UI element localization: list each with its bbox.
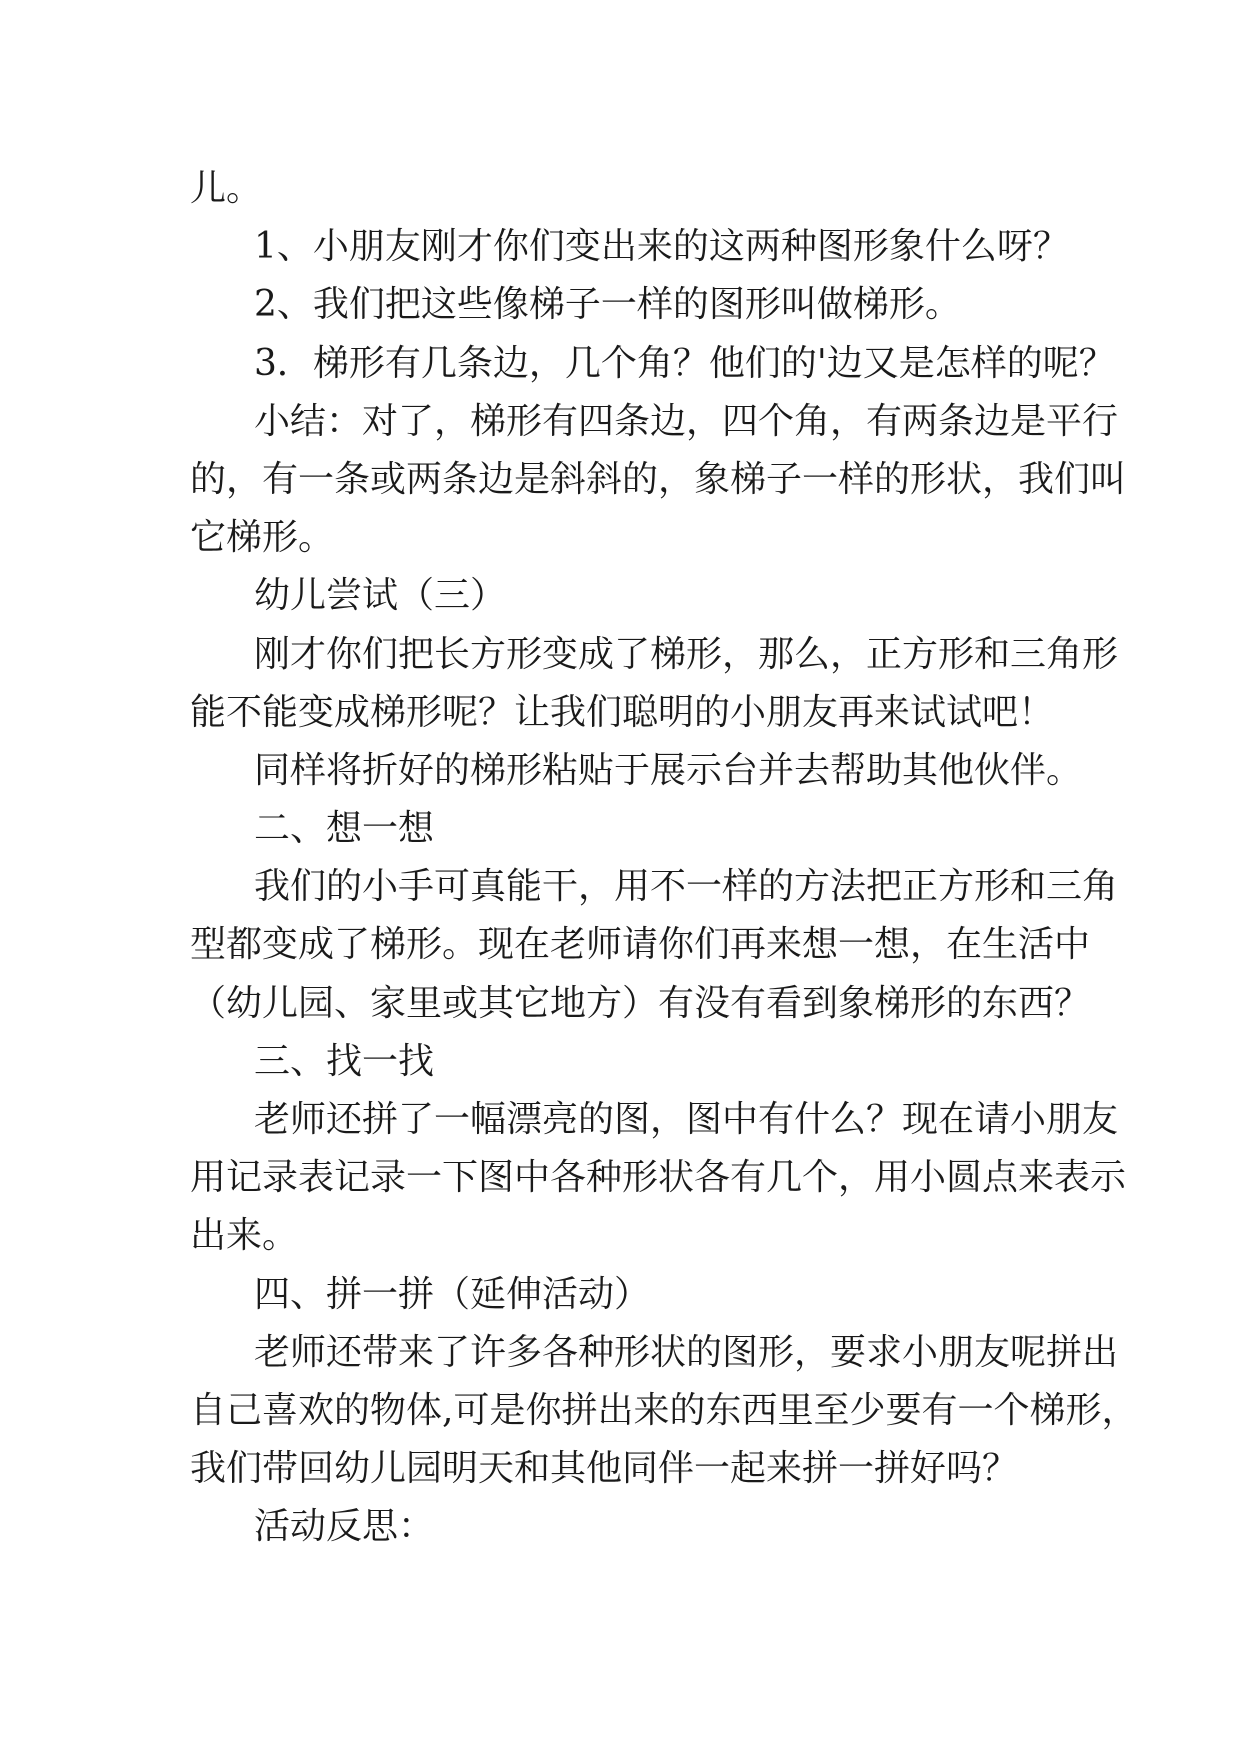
paragraph-line: 老师还拼了一幅漂亮的图，图中有什么？现在请小朋友 (254, 1099, 1119, 1140)
paragraph-line: 能不能变成梯形呢？让我们聪明的小朋友再来试试吧！ (190, 691, 1055, 733)
section-heading: 幼儿尝试（三） (254, 575, 507, 617)
paragraph-line: 同样将折好的梯形粘贴于展示台并去帮助其他伙伴。 (254, 749, 1083, 791)
section-heading: 三、找一找 (254, 1040, 435, 1082)
paragraph-line: 儿。 (190, 168, 263, 209)
paragraph-line: 它梯形。 (190, 517, 335, 559)
paragraph-line: 2、我们把这些像梯子一样的图形叫做梯形。 (254, 284, 961, 326)
paragraph-line: 老师还带来了许多各种形状的图形，要求小朋友呢拼出 (254, 1331, 1119, 1373)
paragraph-line: 刚才你们把长方形变成了梯形，那么，正方形和三角形 (254, 633, 1119, 675)
paragraph-line: 3．梯形有几条边，几个角？他们的'边又是怎样的呢？ (254, 342, 1115, 384)
paragraph-line: 小结：对了，梯形有四条边，四个角，有两条边是平行 (254, 400, 1119, 442)
paragraph-line: 用记录表记录一下图中各种形状各有几个，用小圆点来表示 (190, 1157, 1127, 1199)
paragraph-line: 我们带回幼儿园明天和其他同伴一起来拼一拼好吗？ (190, 1448, 1019, 1490)
paragraph-line: （幼儿园、家里或其它地方）有没有看到象梯形的东西？ (190, 982, 1091, 1024)
paragraph-line: 出来。 (190, 1215, 299, 1257)
section-heading: 四、拼一拼（延伸活动） (254, 1273, 651, 1315)
section-heading: 二、想一想 (254, 808, 435, 850)
section-heading: 活动反思： (254, 1506, 435, 1548)
paragraph-line: 我们的小手可真能干，用不一样的方法把正方形和三角 (254, 866, 1119, 908)
document-body (190, 160, 1138, 1557)
paragraph-line: 自己喜欢的物体,可是你拼出来的东西里至少要有一个梯形， (190, 1389, 1138, 1431)
paragraph-line: 1、小朋友刚才你们变出来的这两种图形象什么呀？ (254, 226, 1069, 268)
paragraph-line: 的，有一条或两条边是斜斜的，象梯子一样的形状，我们叫 (190, 458, 1127, 500)
paragraph-line: 型都变成了梯形。现在老师请你们再来想一想，在生活中 (190, 924, 1091, 966)
